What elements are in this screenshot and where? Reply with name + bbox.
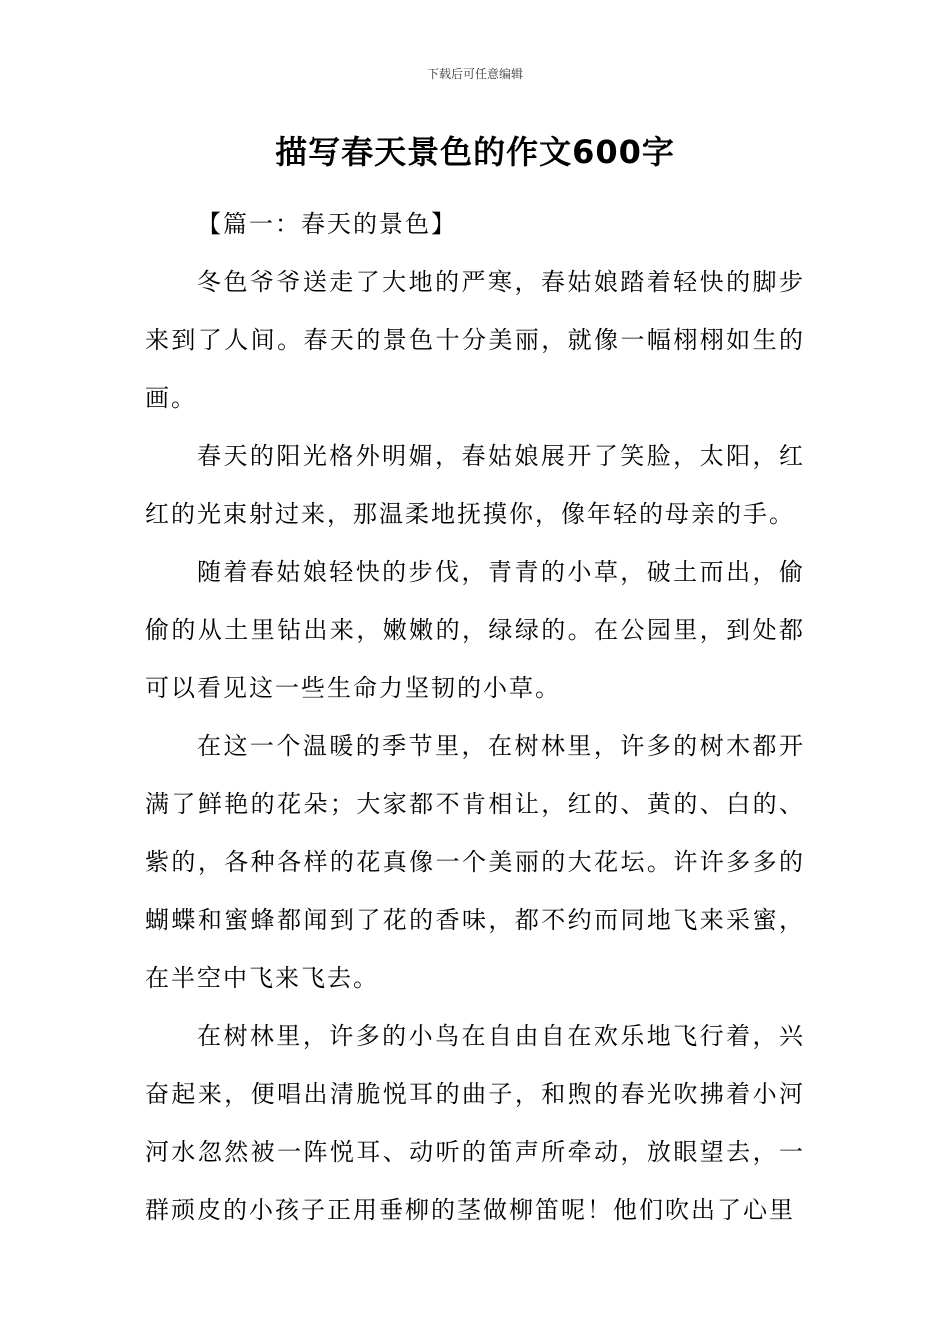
section-heading: 【篇一：春天的景色】 — [197, 210, 457, 238]
header-note: 下载后可任意编辑 — [426, 67, 523, 81]
paragraph-2: 春天的阳光格外明媚，春姑娘展开了笑脸，太阳，红红的光束射过来，那温柔地抚摸你，像年轻的母亲的手。 — [145, 442, 805, 528]
paragraph-1: 冬色爷爷送走了大地的严寒，春姑娘踏着轻快的脚步来到了人间。春天的景色十分美丽，就像一幅栩栩如生的画。 — [145, 268, 805, 412]
paragraph-4: 在这一个温暖的季节里，在树林里，许多的树木都开满了鲜艳的花朵；大家都不肯相让，红的、黄的、白的、紫的，各种各样的花真像一个美丽的大花坛。许许多多的蝴蝶和蜜蜂都闻到了花的香味，都不约而同地飞来采蜜，在半空中飞来飞去。 — [145, 732, 805, 992]
paragraph-5: 在树林里，许多的小鸟在自由自在欢乐地飞行着，兴奋起来，便唱出清脆悦耳的曲子，和煦的春光吹拂着小河河水忽然被一阵悦耳、动听的笛声所牵动，放眼望去，一群顽皮的小孩子正用垂柳的茎做柳笛呢！他们吹出了心里 — [145, 1022, 805, 1224]
page-title: 描写春天景色的作文600字 — [275, 133, 675, 171]
document-body — [145, 195, 805, 1239]
paragraph-3: 随着春姑娘轻快的步伐，青青的小草，破土而出，偷偷的从土里钻出来，嫩嫩的，绿绿的。在公园里，到处都可以看见这一些生命力坚韧的小草。 — [145, 558, 805, 702]
